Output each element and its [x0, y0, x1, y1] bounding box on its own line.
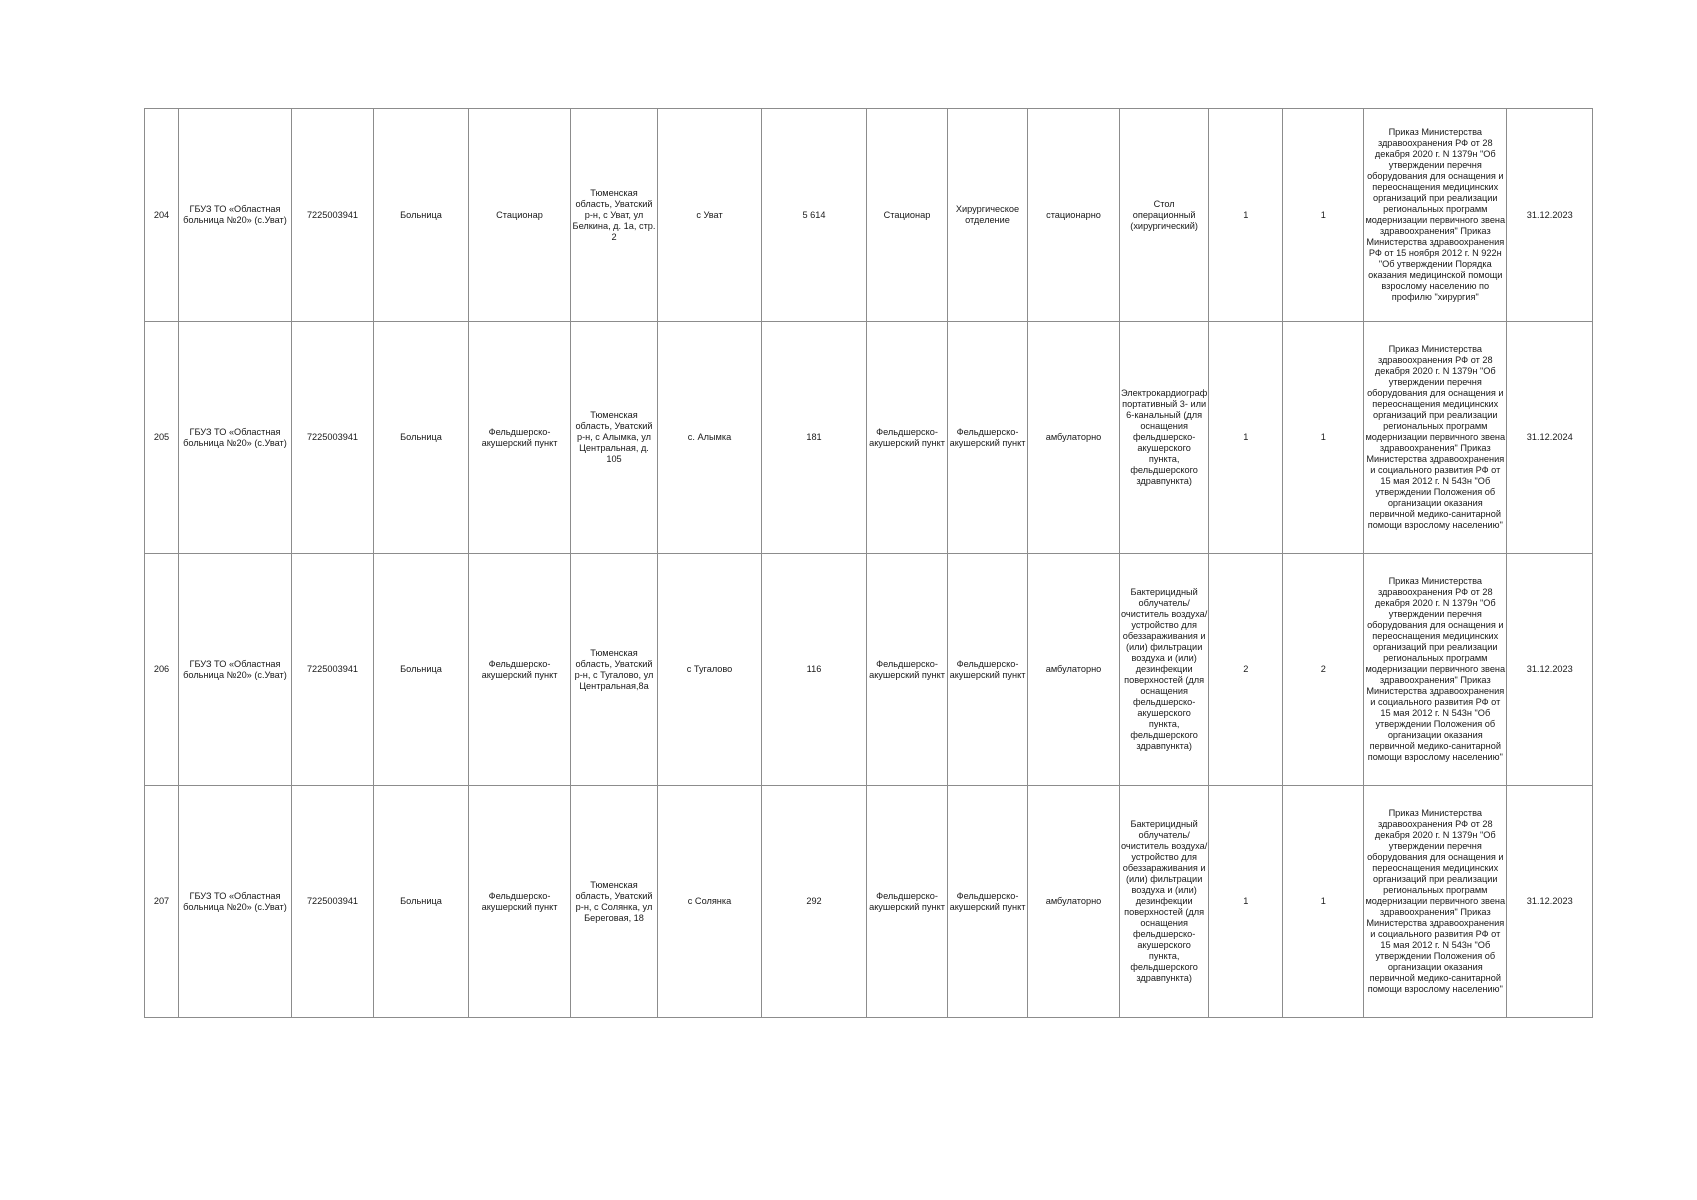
row-number: 207	[145, 786, 179, 1018]
locality-cell: с. Алымка	[658, 322, 762, 554]
care-form-cell: стационарно	[1028, 109, 1120, 322]
equipment-cell: Электрокардиограф портативный 3- или 6-канальный (для оснащения фельдшерско-акушерского пункта, фельдшерского здравпункта)	[1120, 322, 1209, 554]
division-cell: Фельдшерско-акушерский пункт	[867, 786, 948, 1018]
facility-type-cell: Больница	[374, 554, 469, 786]
basis-cell: Приказ Министерства здравоохранения РФ от 28 декабря 2020 г. N 1379н "Об утверждении перечня оборудования для оснащения и переоснащения медицинских организаций при реализации региональных программ модернизации первичного звена здравоохранения" Приказ Министерства здравоохранения РФ от 15 ноября 2012 г. N 922н "Об утверждении Порядка оказания медицинской помощи взрослому населению по профилю "хирургия"	[1364, 109, 1507, 322]
locality-cell: с Солянка	[658, 786, 762, 1018]
facility-type-cell: Больница	[374, 322, 469, 554]
address-cell: Тюменская область, Уватский р-н, с Уват, ул Белкина, д. 1а, стр. 2	[571, 109, 658, 322]
table-row	[145, 109, 1593, 322]
locality-cell: с Уват	[658, 109, 762, 322]
table-row	[145, 322, 1593, 554]
date-cell: 31.12.2023	[1507, 786, 1593, 1018]
care-form-cell: амбулаторно	[1028, 786, 1120, 1018]
quantity-cell: 1	[1283, 786, 1364, 1018]
organization-cell: ГБУЗ ТО «Областная больница №20» (с.Уват)	[179, 554, 292, 786]
unit-cell: Стационар	[469, 109, 571, 322]
care-form-cell: амбулаторно	[1028, 322, 1120, 554]
date-cell: 31.12.2023	[1507, 554, 1593, 786]
address-cell: Тюменская область, Уватский р-н, с Тугалово, ул Центральная,8а	[571, 554, 658, 786]
address-cell: Тюменская область, Уватский р-н, с Солянка, ул Береговая, 18	[571, 786, 658, 1018]
department-cell: Хирургическое отделение	[948, 109, 1028, 322]
organization-cell: ГБУЗ ТО «Областная больница №20» (с.Уват)	[179, 786, 292, 1018]
equipment-cell: Стол операционный (хирургический)	[1120, 109, 1209, 322]
population-cell: 181	[762, 322, 867, 554]
quantity-cell: 2	[1209, 554, 1283, 786]
table-row	[145, 554, 1593, 786]
quantity-cell: 2	[1283, 554, 1364, 786]
unit-cell: Фельдшерско-акушерский пункт	[469, 322, 571, 554]
inn-cell: 7225003941	[292, 554, 374, 786]
division-cell: Стационар	[867, 109, 948, 322]
quantity-cell: 1	[1283, 109, 1364, 322]
facility-type-cell: Больница	[374, 786, 469, 1018]
organization-cell: ГБУЗ ТО «Областная больница №20» (с.Уват)	[179, 322, 292, 554]
date-cell: 31.12.2024	[1507, 322, 1593, 554]
population-cell: 292	[762, 786, 867, 1018]
locality-cell: с Тугалово	[658, 554, 762, 786]
quantity-cell: 1	[1209, 322, 1283, 554]
inn-cell: 7225003941	[292, 322, 374, 554]
basis-cell: Приказ Министерства здравоохранения РФ от 28 декабря 2020 г. N 1379н "Об утверждении перечня оборудования для оснащения и переоснащения медицинских организаций при реализации региональных программ модернизации первичного звена здравоохранения" Приказ Министерства здравоохранения и социального развития РФ от 15 мая 2012 г. N 543н "Об утверждении Положения об организации оказания первичной медико-санитарной помощи взрослому населению"	[1364, 786, 1507, 1018]
department-cell: Фельдшерско-акушерский пункт	[948, 554, 1028, 786]
row-number: 206	[145, 554, 179, 786]
population-cell: 116	[762, 554, 867, 786]
address-cell: Тюменская область, Уватский р-н, с Алымка, ул Центральная, д. 105	[571, 322, 658, 554]
facility-type-cell: Больница	[374, 109, 469, 322]
population-cell: 5 614	[762, 109, 867, 322]
unit-cell: Фельдшерско-акушерский пункт	[469, 786, 571, 1018]
department-cell: Фельдшерско-акушерский пункт	[948, 786, 1028, 1018]
unit-cell: Фельдшерско-акушерский пункт	[469, 554, 571, 786]
basis-cell: Приказ Министерства здравоохранения РФ от 28 декабря 2020 г. N 1379н "Об утверждении перечня оборудования для оснащения и переоснащения медицинских организаций при реализации региональных программ модернизации первичного звена здравоохранения" Приказ Министерства здравоохранения и социального развития РФ от 15 мая 2012 г. N 543н "Об утверждении Положения об организации оказания первичной медико-санитарной помощи взрослому населению"	[1364, 322, 1507, 554]
row-number: 205	[145, 322, 179, 554]
row-number: 204	[145, 109, 179, 322]
date-cell: 31.12.2023	[1507, 109, 1593, 322]
quantity-cell: 1	[1209, 786, 1283, 1018]
quantity-cell: 1	[1283, 322, 1364, 554]
equipment-cell: Бактерицидный облучатель/очиститель воздуха/устройство для обеззараживания и (или) фильтрации воздуха и (или) дезинфекции поверхностей (для оснащения фельдшерско-акушерского пункта, фельдшерского здравпункта)	[1120, 786, 1209, 1018]
basis-cell: Приказ Министерства здравоохранения РФ от 28 декабря 2020 г. N 1379н "Об утверждении перечня оборудования для оснащения и переоснащения медицинских организаций при реализации региональных программ модернизации первичного звена здравоохранения" Приказ Министерства здравоохранения и социального развития РФ от 15 мая 2012 г. N 543н "Об утверждении Положения об организации оказания первичной медико-санитарной помощи взрослому населению"	[1364, 554, 1507, 786]
equipment-cell: Бактерицидный облучатель/очиститель воздуха/устройство для обеззараживания и (или) фильтрации воздуха и (или) дезинфекции поверхностей (для оснащения фельдшерско-акушерского пункта, фельдшерского здравпункта)	[1120, 554, 1209, 786]
inn-cell: 7225003941	[292, 109, 374, 322]
care-form-cell: амбулаторно	[1028, 554, 1120, 786]
division-cell: Фельдшерско-акушерский пункт	[867, 554, 948, 786]
department-cell: Фельдшерско-акушерский пункт	[948, 322, 1028, 554]
quantity-cell: 1	[1209, 109, 1283, 322]
table-row	[145, 786, 1593, 1018]
organization-cell: ГБУЗ ТО «Областная больница №20» (с.Уват)	[179, 109, 292, 322]
division-cell: Фельдшерско-акушерский пункт	[867, 322, 948, 554]
equipment-table	[144, 108, 1593, 1018]
inn-cell: 7225003941	[292, 786, 374, 1018]
